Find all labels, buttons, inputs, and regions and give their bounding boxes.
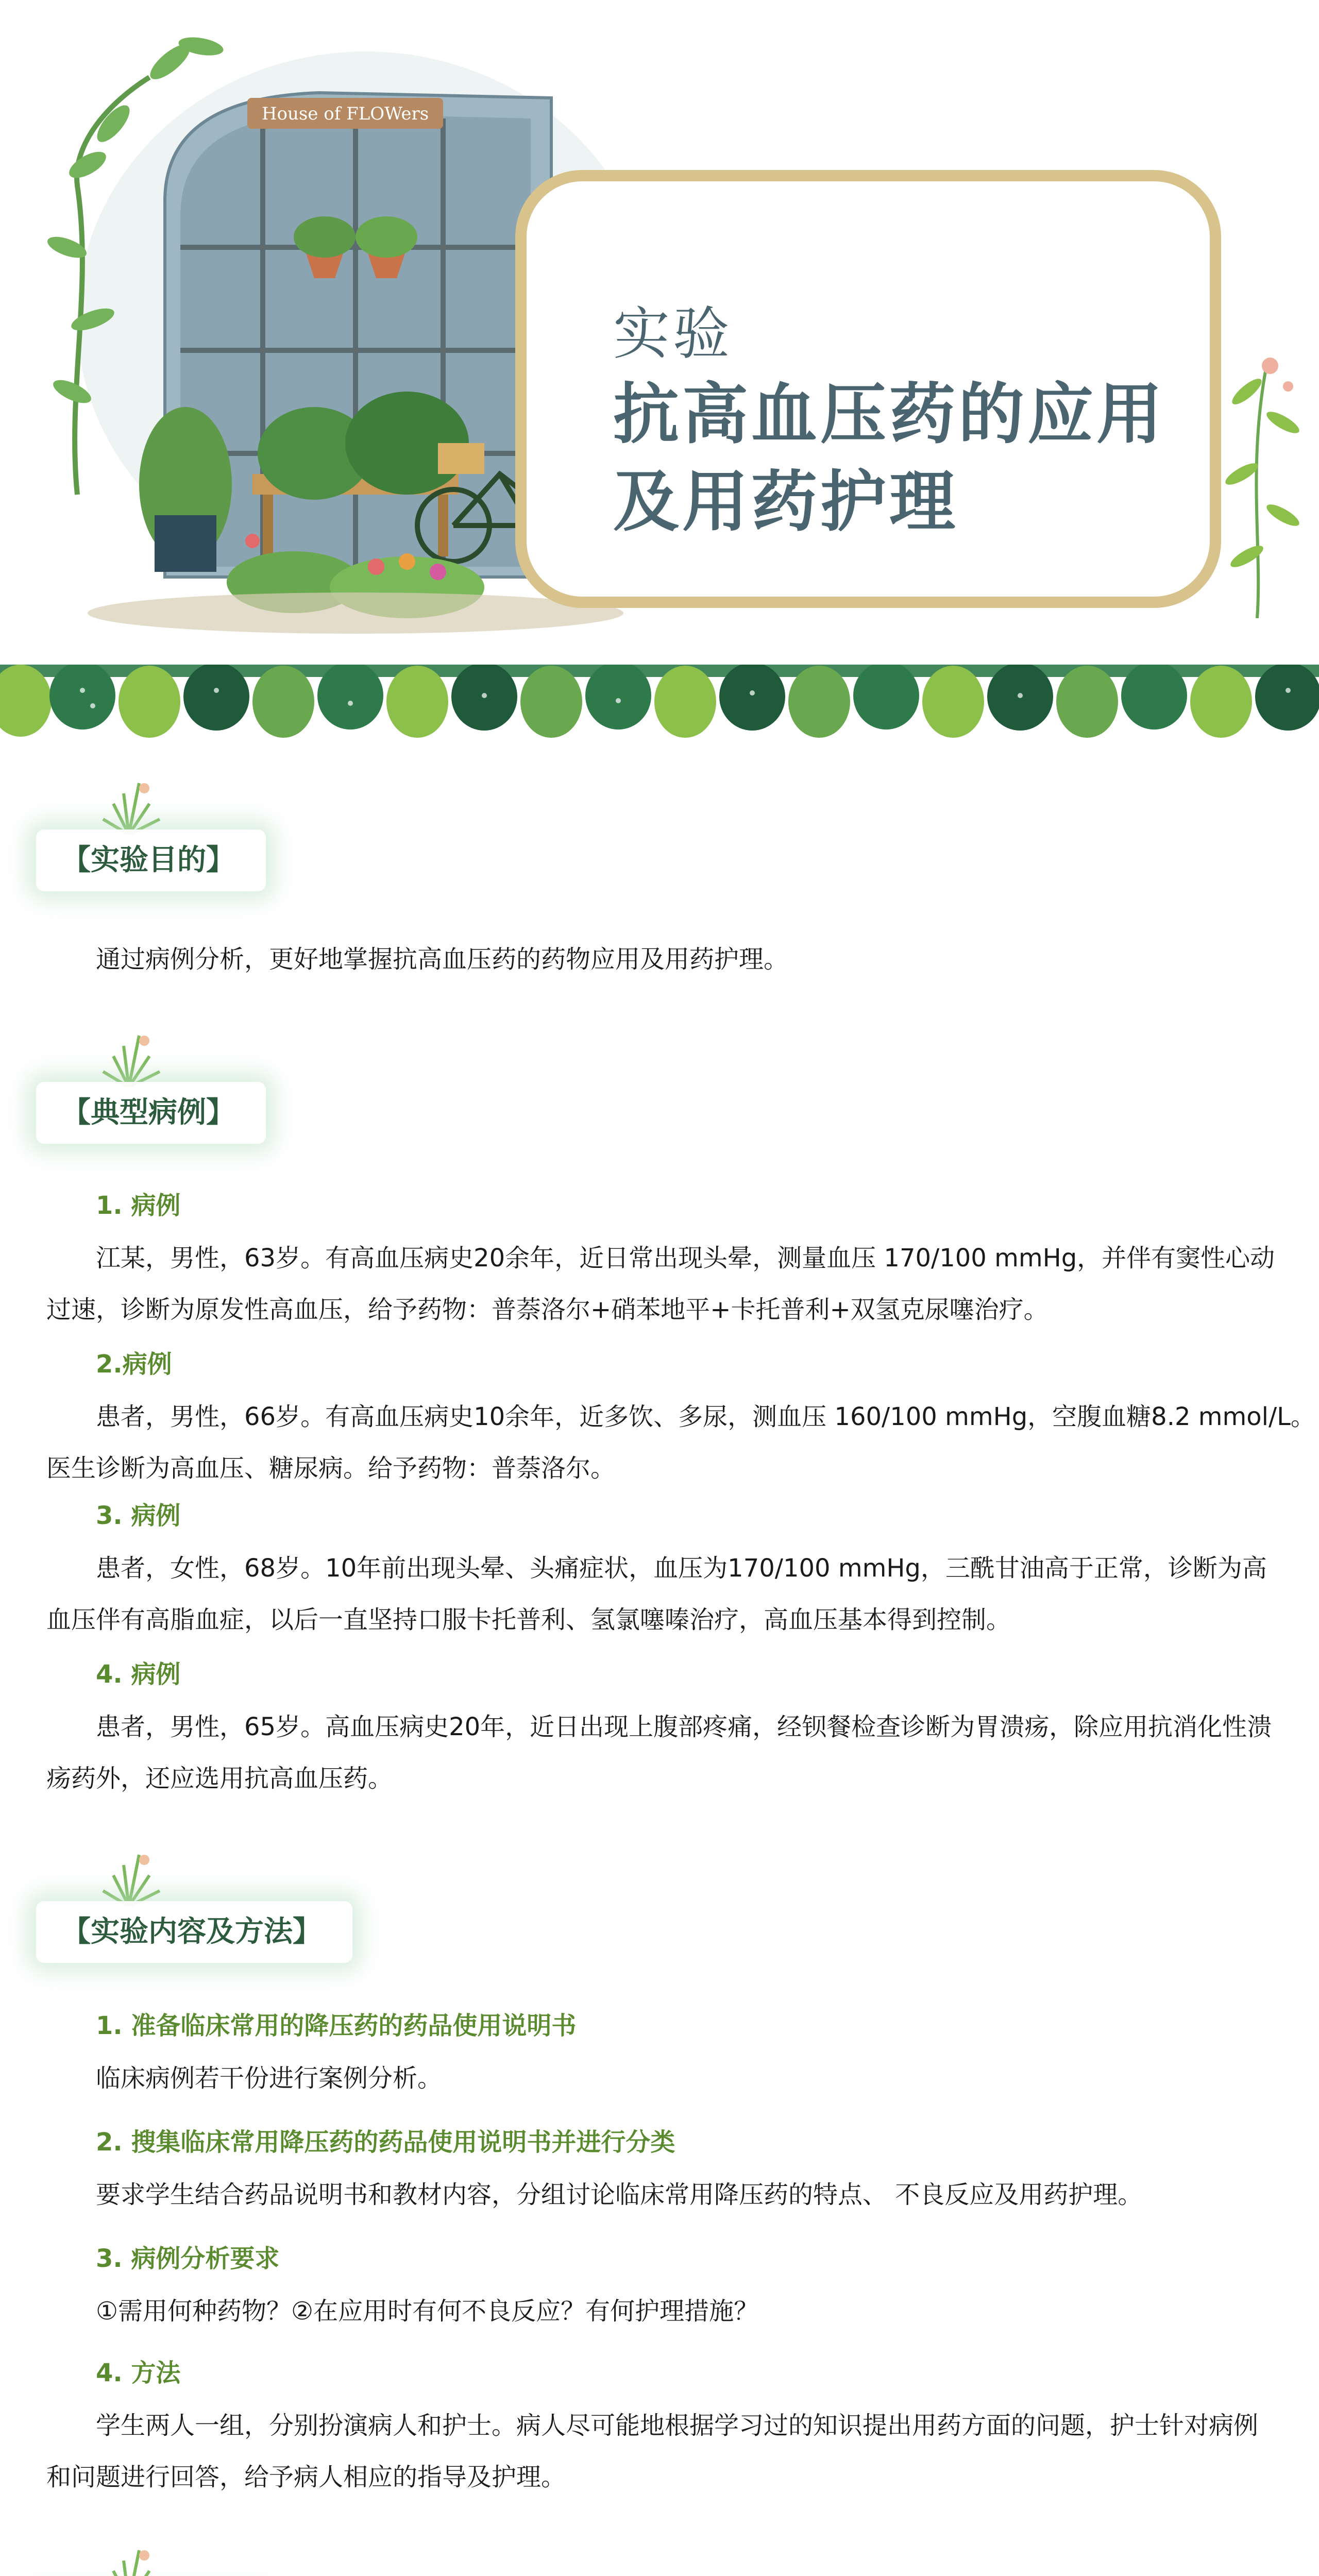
- method-text: ①需用何种药物？②在应用时有何不良反应？有何护理措施？: [96, 2297, 759, 2326]
- page-title: [613, 371, 1165, 546]
- case-text-line: 江某，男性，63岁。有高血压病史20余年，近日常出现头晕，测量血压 170/100 mmHg，并伴有窦性心动: [96, 1244, 1275, 1273]
- decorative-leaves-right: [1206, 330, 1309, 618]
- title-label: 实验: [613, 301, 733, 367]
- case-text: [46, 1391, 1315, 1494]
- case-text-line: 血压伴有高脂血症，以后一直坚持口服卡托普利、氢氯噻嗪治疗，高血压基本得到控制。: [46, 1605, 1011, 1634]
- section-header-purpose: [31, 773, 361, 891]
- page-title-line-2: 及用药护理: [613, 464, 959, 540]
- case-text: [46, 1232, 1283, 1335]
- section-heading: 【实验目的】: [36, 829, 266, 891]
- hedge-divider-top: [0, 665, 1319, 752]
- case-text: [46, 1543, 1283, 1646]
- case-title: 1. 病例: [96, 1191, 181, 1220]
- method-title: 2. 搜集临床常用降压药的药品使用说明书并进行分类: [96, 2128, 675, 2157]
- section-heading: 【实验内容及方法】: [36, 1901, 352, 1963]
- case-title: 4. 病例: [96, 1660, 181, 1689]
- grass-decoration-icon: [67, 773, 191, 835]
- method-text: 临床病例若干份进行案例分析。: [96, 2064, 443, 2093]
- section-header-methods: [31, 1844, 361, 1963]
- method-text: [46, 2400, 1283, 2503]
- case-text-line: 患者，女性，68岁。10年前出现头晕、头痛症状，血压为170/100 mmHg，三酰甘油高于正常，诊断为高: [96, 1554, 1267, 1583]
- method-title: 1. 准备临床常用的降压药的药品使用说明书: [96, 2011, 577, 2040]
- method-text-line: 和问题进行回答，给予病人相应的指导及护理。: [46, 2463, 566, 2492]
- case-text-line: 医生诊断为高血压、糖尿病。给予药物：普萘洛尔。: [46, 1454, 616, 1483]
- purpose-text: 通过病例分析，更好地掌握抗高血压药的药物应用及用药护理。: [96, 945, 789, 974]
- shop-sign-text: House of FLOWers: [261, 104, 429, 124]
- grass-decoration-icon: [67, 1844, 191, 1906]
- grass-decoration-icon: [67, 1025, 191, 1087]
- section-header-cases: [31, 1025, 361, 1144]
- case-text-line: 疡药外，还应选用抗高血压药。: [46, 1764, 393, 1793]
- page-title-line-1: 抗高血压药的应用: [613, 376, 1166, 453]
- case-text-line: 患者，男性，66岁。有高血压病史10余年，近多饮、多尿，测血压 160/100 mmHg，空腹血糖8.2 mmol/L。: [96, 1402, 1315, 1431]
- case-text-line: 患者，男性，65岁。高血压病史20年，近日出现上腹部疼痛，经钡餐检查诊断为胃溃疡，除应用抗消化性溃: [96, 1713, 1272, 1741]
- case-title: 2.病例: [96, 1350, 172, 1379]
- method-text: 要求学生结合药品说明书和教材内容，分组讨论临床常用降压药的特点、 不良反应及用药护理。: [96, 2180, 1143, 2209]
- method-title: 4. 方法: [96, 2359, 181, 2387]
- grass-decoration-icon: [67, 2540, 191, 2576]
- case-title: 3. 病例: [96, 1501, 181, 1530]
- section-heading: 【典型病例】: [36, 1082, 266, 1144]
- case-text: [46, 1701, 1283, 1804]
- method-title: 3. 病例分析要求: [96, 2244, 280, 2273]
- case-text-line: 过速，诊断为原发性高血压，给予药物：普萘洛尔+硝苯地平+卡托普利+双氢克尿噻治疗。: [46, 1295, 1049, 1324]
- method-text-line: 学生两人一组，分别扮演病人和护士。病人尽可能地根据学习过的知识提出用药方面的问题，护士针对病例: [96, 2411, 1259, 2440]
- section-header-homework: [31, 2540, 361, 2576]
